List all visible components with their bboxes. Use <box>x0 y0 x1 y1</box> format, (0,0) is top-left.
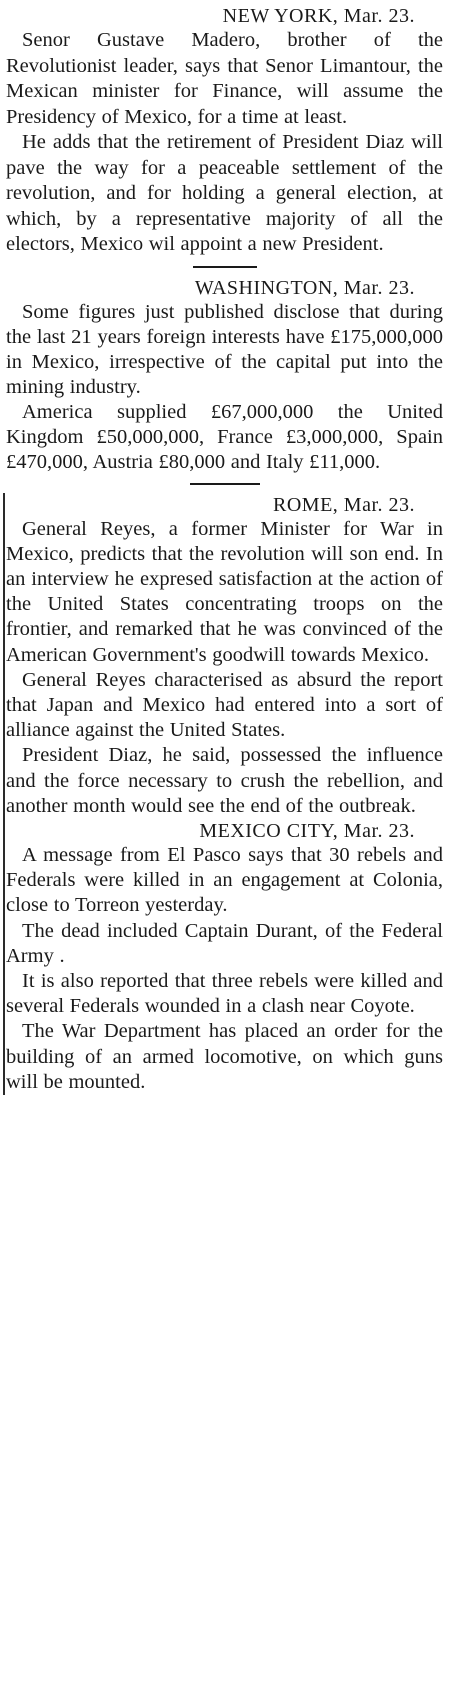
article-paragraph: President Diaz, he said, possessed the influence and the force necessary to crush the rebellion, and another month would see the end of the outbreak. <box>6 744 443 817</box>
column-rule <box>3 493 5 819</box>
dateline: WASHINGTON, Mar. 23. <box>194 276 415 299</box>
article-paragraph: He adds that the retirement of President Diaz will pave the way for a peaceable settlement of the revolution, and for holding a general election, at which, by a representative majority of all the electors, Mexico wil appoint a new President. <box>6 131 443 255</box>
article-paragraph: Senor Gustave Madero, brother of the Revolutionist leader, says that Senor Limantour, the Mexican minister for Finance, will assume the Presidency of Mexico, for a time at least. <box>6 29 443 128</box>
article-paragraph: A message from El Pasco says that 30 rebels and Federals were killed in an engagement at Colonia, close to Torreon yesterday. <box>6 843 443 917</box>
article-rome <box>6 493 443 819</box>
article-washington <box>6 276 443 475</box>
article-paragraph: It is also reported that three rebels were killed and several Federals wounded in a clash near Coyote. <box>6 969 443 1018</box>
column-rule <box>3 819 5 1095</box>
dateline: NEW YORK, Mar. 23. <box>222 5 415 27</box>
article-paragraph: General Reyes characterised as absurd the report that Japan and Mexico had entered into a sort of alliance against the United States. <box>6 668 443 742</box>
article-mexico-city <box>6 819 443 1095</box>
section-divider <box>190 483 260 485</box>
article-paragraph: General Reyes, a former Minister for War in Mexico, predicts that the revolution will son end. In an interview he expresed satisfaction at the action of the United States concentrating troops on the frontier, and remarked that he was convinced of the American Government's goodwill towards Mexico. <box>6 517 443 666</box>
article-paragraph: The War Department has placed an order for the building of an armed locomotive, on which guns will be mounted. <box>6 1020 443 1093</box>
article-new-york <box>6 4 443 258</box>
article-paragraph: America supplied £67,000,000 the United Kingdom £50,000,000, France £3,000,000, Spain £470,000, Austria £80,000 and Italy £11,000. <box>6 400 443 473</box>
section-divider <box>193 266 257 268</box>
article-paragraph: The dead included Captain Durant, of the Federal Army . <box>6 919 443 967</box>
dateline: ROME, Mar. 23. <box>273 493 415 516</box>
dateline: MEXICO CITY, Mar. 23. <box>199 819 415 842</box>
article-paragraph: Some figures just published disclose that during the last 21 years foreign interests have £175,000,000 in Mexico, irrespective of the capital put into the mining industry. <box>6 300 443 398</box>
